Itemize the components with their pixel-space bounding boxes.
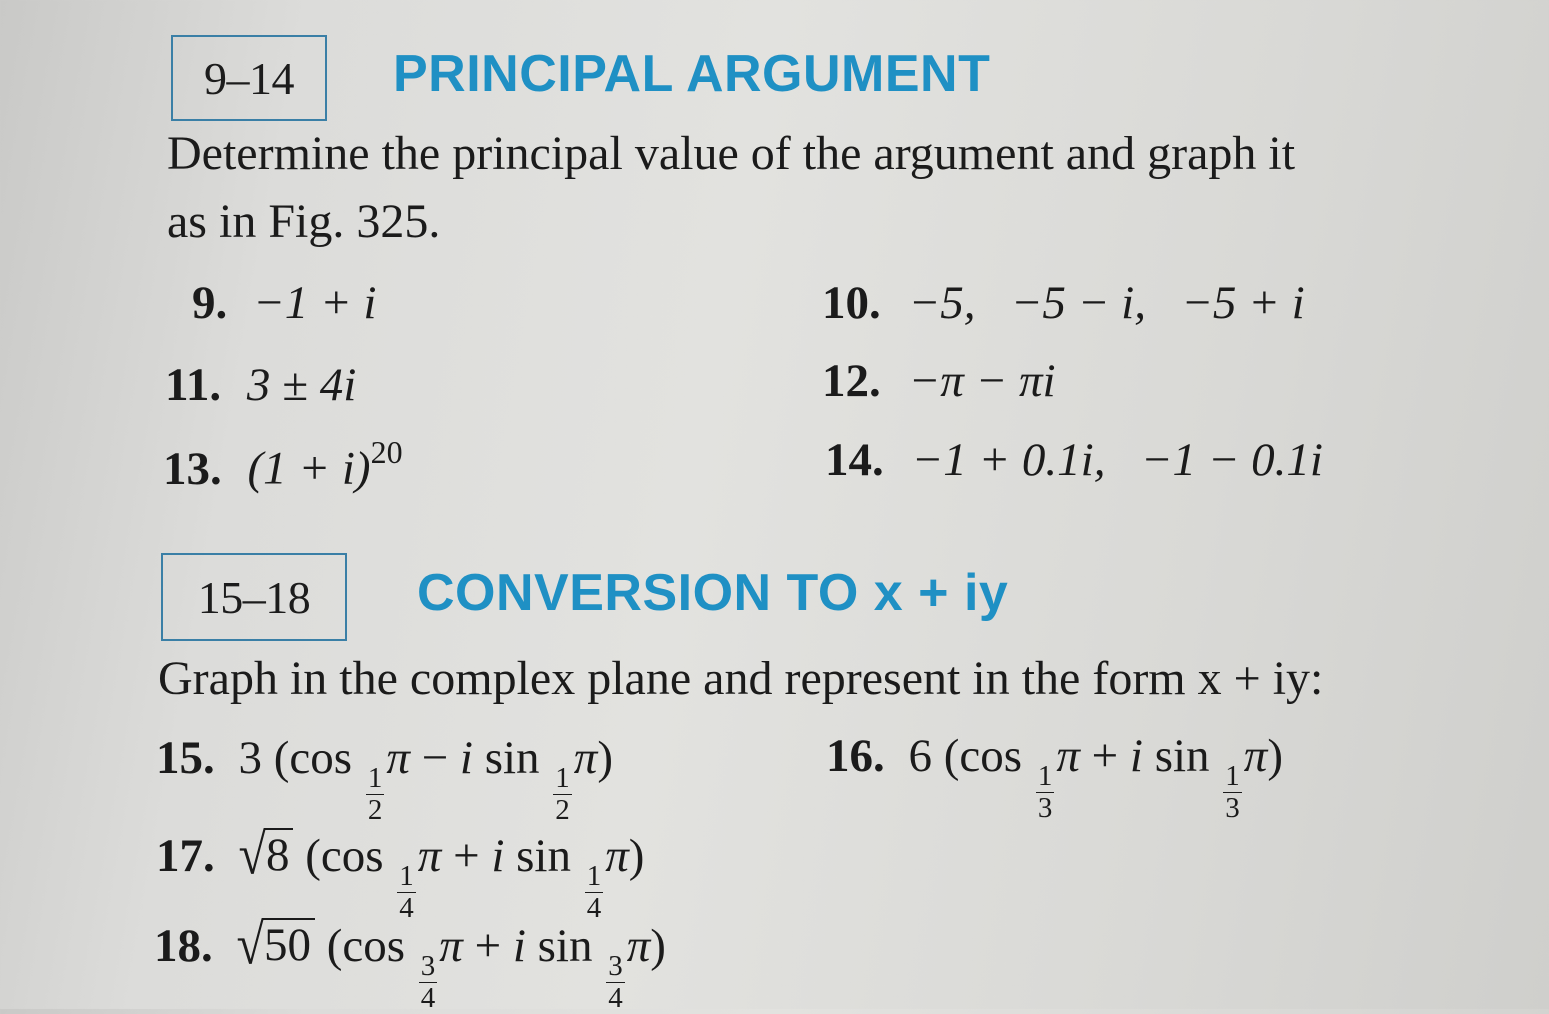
problem-expression: 3 ± 4i [246, 359, 357, 411]
operator: + [453, 830, 480, 882]
fraction: $\frac{1}{4}$ [399, 860, 414, 924]
problem-13 [163, 434, 403, 495]
imaginary-unit: i [1129, 730, 1143, 782]
fraction: $\frac{1}{2}$ [555, 762, 570, 826]
problem-expression: 3 (cos $\frac{1}{2}$ π − i sin $\frac{1}{2}$ π) [238, 732, 613, 826]
problem-expression: −5, −5 − i, −5 + i [908, 277, 1305, 329]
section-range-label: 9–14 [204, 52, 294, 104]
problem-expression: √ 50 (cos $\frac{3}{4}$ π + i sin $\frac{3}{4}$ π) [236, 911, 666, 1014]
operator: + [474, 920, 502, 972]
section2-instruction [158, 645, 1323, 713]
radicand: 8 [264, 828, 294, 879]
imaginary-unit: i [491, 830, 505, 882]
fraction: $\frac{3}{4}$ [608, 950, 623, 1014]
radical-sign: √ [236, 911, 264, 977]
problem-expression: 6 (cos $\frac{1}{3}$ π + i sin $\frac{1}{3}$ π) [908, 730, 1283, 824]
problem-10 [822, 277, 1305, 329]
problem-17 [156, 821, 645, 924]
problem-9 [192, 277, 377, 329]
problem-number: 17. [156, 830, 215, 882]
fraction: $\frac{1}{2}$ [367, 762, 383, 826]
open-paren: (cos [273, 732, 353, 784]
problem-expression: −π − πi [908, 355, 1056, 407]
pi-symbol: π [573, 732, 598, 784]
imaginary-unit: i [512, 920, 526, 972]
problem-15 [156, 732, 613, 826]
section-range-box-15-18 [161, 553, 347, 641]
open-paren: (cos [943, 730, 1023, 782]
pi-symbol: π [626, 920, 651, 972]
fraction: $\frac{3}{4}$ [420, 950, 436, 1014]
open-paren: (cos [305, 830, 384, 882]
problem-number: 11. [165, 359, 222, 411]
open-paren: (cos [326, 920, 406, 972]
section-range-box-9-14 [171, 35, 327, 121]
problem-14 [825, 434, 1323, 486]
problem-12 [822, 355, 1056, 407]
problem-number: 10. [822, 277, 881, 329]
problem-number: 14. [825, 434, 884, 486]
radicand: 50 [262, 918, 315, 969]
pi-symbol: π [417, 830, 442, 882]
problem-number: 16. [826, 730, 885, 782]
problem-11 [165, 359, 357, 411]
fraction: $\frac{1}{3}$ [1225, 760, 1240, 824]
pi-symbol: π [605, 830, 629, 882]
problem-number: 9. [192, 277, 228, 329]
pi-symbol: π [1243, 730, 1268, 782]
fraction: $\frac{1}{3}$ [1037, 760, 1053, 824]
coefficient: 6 [908, 730, 932, 782]
square-root [238, 821, 294, 887]
pi-symbol: π [386, 732, 410, 784]
problem-number: 12. [822, 355, 881, 407]
operator: + [1091, 730, 1119, 782]
section1-instruction [167, 120, 1295, 256]
section-title-principal-argument: PRINCIPAL ARGUMENT [393, 45, 991, 103]
problem-number: 13. [163, 442, 222, 495]
power-base: (1 + i) [247, 442, 371, 495]
imaginary-unit: i [459, 732, 473, 784]
problem-18 [154, 911, 666, 1014]
problem-expression: −1 + i [253, 277, 377, 329]
instruction-line: Graph in the complex plane and represent in the form x + iy: [158, 652, 1324, 705]
square-root [236, 911, 315, 977]
problem-expression: −1 + 0.1i, −1 − 0.1i [911, 434, 1323, 486]
power-exponent: 20 [370, 434, 403, 470]
pi-symbol: π [439, 920, 463, 972]
problem-number: 15. [156, 732, 215, 784]
section-title-conversion: CONVERSION TO x + iy [417, 564, 1009, 622]
operator: − [421, 732, 449, 784]
problem-16 [826, 730, 1283, 824]
instruction-line-1: Determine the principal value of the argument and graph it [167, 127, 1296, 180]
problem-expression: √ 8 (cos $\frac{1}{4}$ π + i sin $\frac{1}{4}$ π) [238, 821, 645, 924]
coefficient: 3 [238, 732, 262, 784]
problem-expression [247, 434, 403, 495]
problem-number: 18. [154, 920, 213, 972]
radical-sign: √ [238, 821, 266, 887]
fraction: $\frac{1}{4}$ [586, 860, 602, 924]
section-range-label: 15–18 [197, 571, 311, 623]
instruction-line-2: as in Fig. 325. [167, 195, 441, 248]
pi-symbol: π [1056, 730, 1080, 782]
